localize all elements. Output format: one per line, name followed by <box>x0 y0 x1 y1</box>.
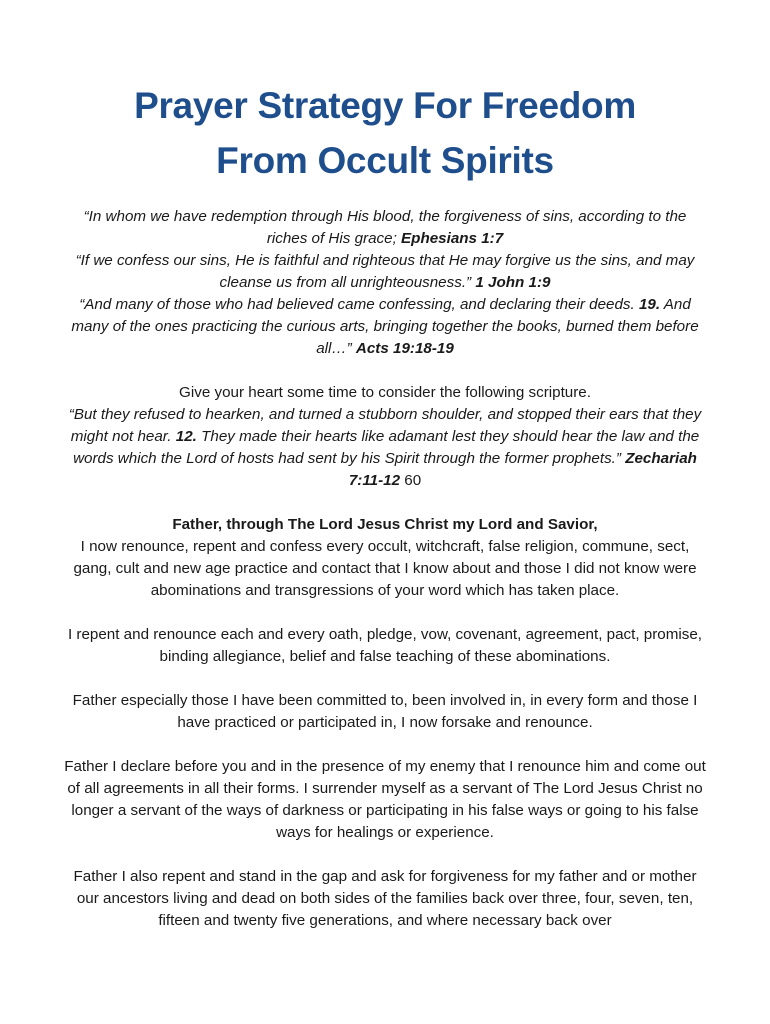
scripture-text: “If we confess our sins, He is faithful and righteous that He may forgive us the sins, and may cleanse us from all unrighteousness.” <box>75 252 695 291</box>
scripture-text: They made their hearts like adamant lest they should hear the law and the words which the Lord of hosts had sent by his Spirit through the former prophets.” <box>73 428 700 467</box>
title-line-2: From Occult Spirits <box>216 140 554 181</box>
prayer-paragraph: Father especially those I have been committed to, been involved in, in every form and those I have practiced or participated in, I now forsake and renounce. <box>72 692 698 731</box>
verse-number: 19. <box>638 296 661 313</box>
scripture-zechariah <box>64 404 706 492</box>
scripture-acts <box>64 294 706 360</box>
scripture-reference: Acts 19:18-19 <box>355 340 454 357</box>
page-ref-number: 60 <box>404 472 422 489</box>
consider-intro: Give your heart some time to consider the following scripture. <box>179 384 591 401</box>
prayer-section <box>64 514 706 932</box>
scripture-reference: Ephesians 1:7 <box>401 230 504 247</box>
scripture-text: And many of the ones practicing the curious arts, bringing together the books, burned them before all…” <box>71 296 699 357</box>
page-title <box>64 78 706 188</box>
scripture-reference: Zechariah 7:11-12 <box>348 450 697 489</box>
scripture-text: “In whom we have redemption through His blood, the forgiveness of sins, according to the riches of His grace; <box>83 208 687 247</box>
prayer-paragraph: I now renounce, repent and confess every occult, witchcraft, false religion, commune, sect, gang, cult and new age practice and contact that I know about and those I did not know were abominations and transgressions of your word which has taken place. <box>73 538 697 599</box>
prayer-paragraph: Father I declare before you and in the presence of my enemy that I renounce him and come out of all agreements in all their forms. I surrender myself as a servant of The Lord Jesus Christ no longer a servant of the ways of darkness or participating in his false ways or going to his false ways for healings or experience. <box>64 758 706 841</box>
opening-scriptures <box>64 206 706 360</box>
consider-section <box>64 382 706 492</box>
prayer-paragraph: Father I also repent and stand in the gap and ask for forgiveness for my father and or mother our ancestors living and dead on both sides of the families back over three, four, seven, ten, fifteen and twenty five generations, and where necessary back over <box>73 868 697 929</box>
prayer-heading: Father, through The Lord Jesus Christ my Lord and Savior, <box>172 516 598 533</box>
scripture-1-john <box>64 250 706 294</box>
scripture-ephesians <box>64 206 706 250</box>
scripture-text: “But they refused to hearken, and turned a stubborn shoulder, and stopped their ears that they might not hear. <box>68 406 702 445</box>
prayer-paragraph: I repent and renounce each and every oath, pledge, vow, covenant, agreement, pact, promise, binding allegiance, belief and false teaching of these abominations. <box>67 626 703 665</box>
verse-number: 12. <box>175 428 197 445</box>
scripture-text: “And many of those who had believed came confessing, and declaring their deeds. <box>79 296 635 313</box>
title-line-1: Prayer Strategy For Freedom <box>134 85 636 126</box>
scripture-reference: 1 John 1:9 <box>475 274 551 291</box>
